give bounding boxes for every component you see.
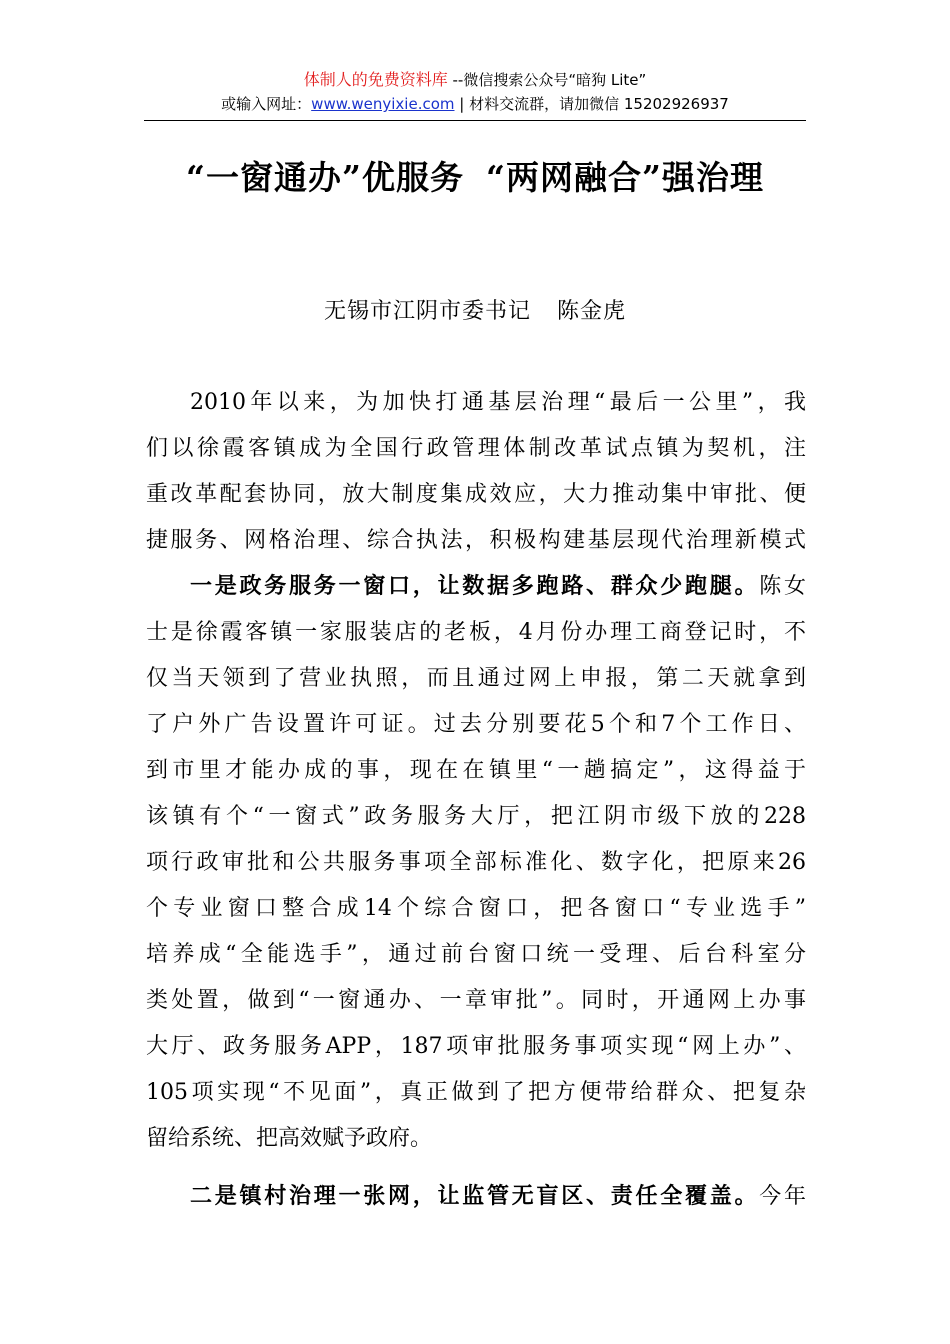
- header-line-2: [0, 92, 950, 116]
- page-header: [0, 68, 950, 116]
- paragraph-2-line: 项行政审批和公共服务事项全部标准化、数字化，把原来26: [146, 850, 806, 875]
- paragraph-1-line: 2010年以来，为加快打通基层治理“最后一公里”，我: [190, 390, 806, 415]
- paragraph-2-heading: 一是政务服务一窗口，让数据多跑路、群众少跑腿。: [190, 574, 760, 599]
- paragraph-2-line: 了户外广告设置许可证。过去分别要花5个和7个工作日、: [146, 712, 806, 737]
- header-tagline: --微信搜索公众号“暗狗 Lite”: [447, 71, 647, 89]
- header-url-prefix: 或输入网址：: [221, 95, 312, 113]
- paragraph-2-line: 仅当天领到了营业执照，而且通过网上申报，第二天就拿到: [146, 666, 806, 691]
- paragraph-1-line: 重改革配套协同，放大制度集成效应，大力推动集中审批、便: [146, 482, 806, 507]
- title-part-2: “两网融合”强治理: [486, 158, 764, 197]
- paragraph-3-lead: 今年: [759, 1184, 806, 1209]
- paragraph-2-line: 个专业窗口整合成14个综合窗口，把各窗口“专业选手”: [146, 896, 806, 921]
- paragraph-2-line: 士是徐霞客镇一家服装店的老板，4月份办理工商登记时，不: [146, 620, 806, 645]
- paragraph-2-line: 大厅、政务服务APP，187项审批服务事项实现“网上办”、: [146, 1034, 806, 1059]
- paragraph-1-line: 捷服务、网格治理、综合执法，积极构建基层现代治理新模式: [146, 528, 806, 553]
- paragraph-2-lead: 陈女: [759, 574, 806, 599]
- document-title: [0, 150, 950, 206]
- title-part-1: “一窗通办”优服务: [186, 158, 464, 197]
- author-role: 无锡市江阴市委书记: [323, 299, 531, 324]
- header-divider: [144, 120, 806, 121]
- author-line: [0, 294, 950, 330]
- document-body: [146, 380, 806, 1220]
- paragraph-2-line: 105项实现“不见面”，真正做到了把方便带给群众、把复杂: [146, 1080, 806, 1105]
- header-url-link[interactable]: www.wenyixie.com: [311, 95, 455, 113]
- paragraph-3-first-line: [146, 1174, 806, 1220]
- paragraph-2-line: 类处置，做到“一窗通办、一章审批”。同时，开通网上办事: [146, 988, 806, 1013]
- paragraph-2-first-line: [146, 564, 806, 610]
- paragraph-3-heading: 二是镇村治理一张网，让监管无盲区、责任全覆盖。: [190, 1184, 760, 1209]
- paragraph-1-line: 们以徐霞客镇成为全国行政管理体制改革试点镇为契机，注: [146, 436, 806, 461]
- header-url-suffix: | 材料交流群，请加微信 15202926937: [454, 95, 729, 113]
- author-name: 陈金虎: [557, 299, 627, 324]
- header-brand: 体制人的免费资料库: [303, 70, 448, 89]
- paragraph-2-line: 留给系统、把高效赋予政府。: [146, 1126, 433, 1151]
- paragraph-2-line: 到市里才能办成的事，现在在镇里“一趟搞定”，这得益于: [146, 758, 806, 783]
- header-line-1: [0, 68, 950, 92]
- paragraph-2-line: 培养成“全能选手”，通过前台窗口统一受理、后台科室分: [146, 942, 806, 967]
- paragraph-2-line: 该镇有个“一窗式”政务服务大厅，把江阴市级下放的228: [146, 804, 806, 829]
